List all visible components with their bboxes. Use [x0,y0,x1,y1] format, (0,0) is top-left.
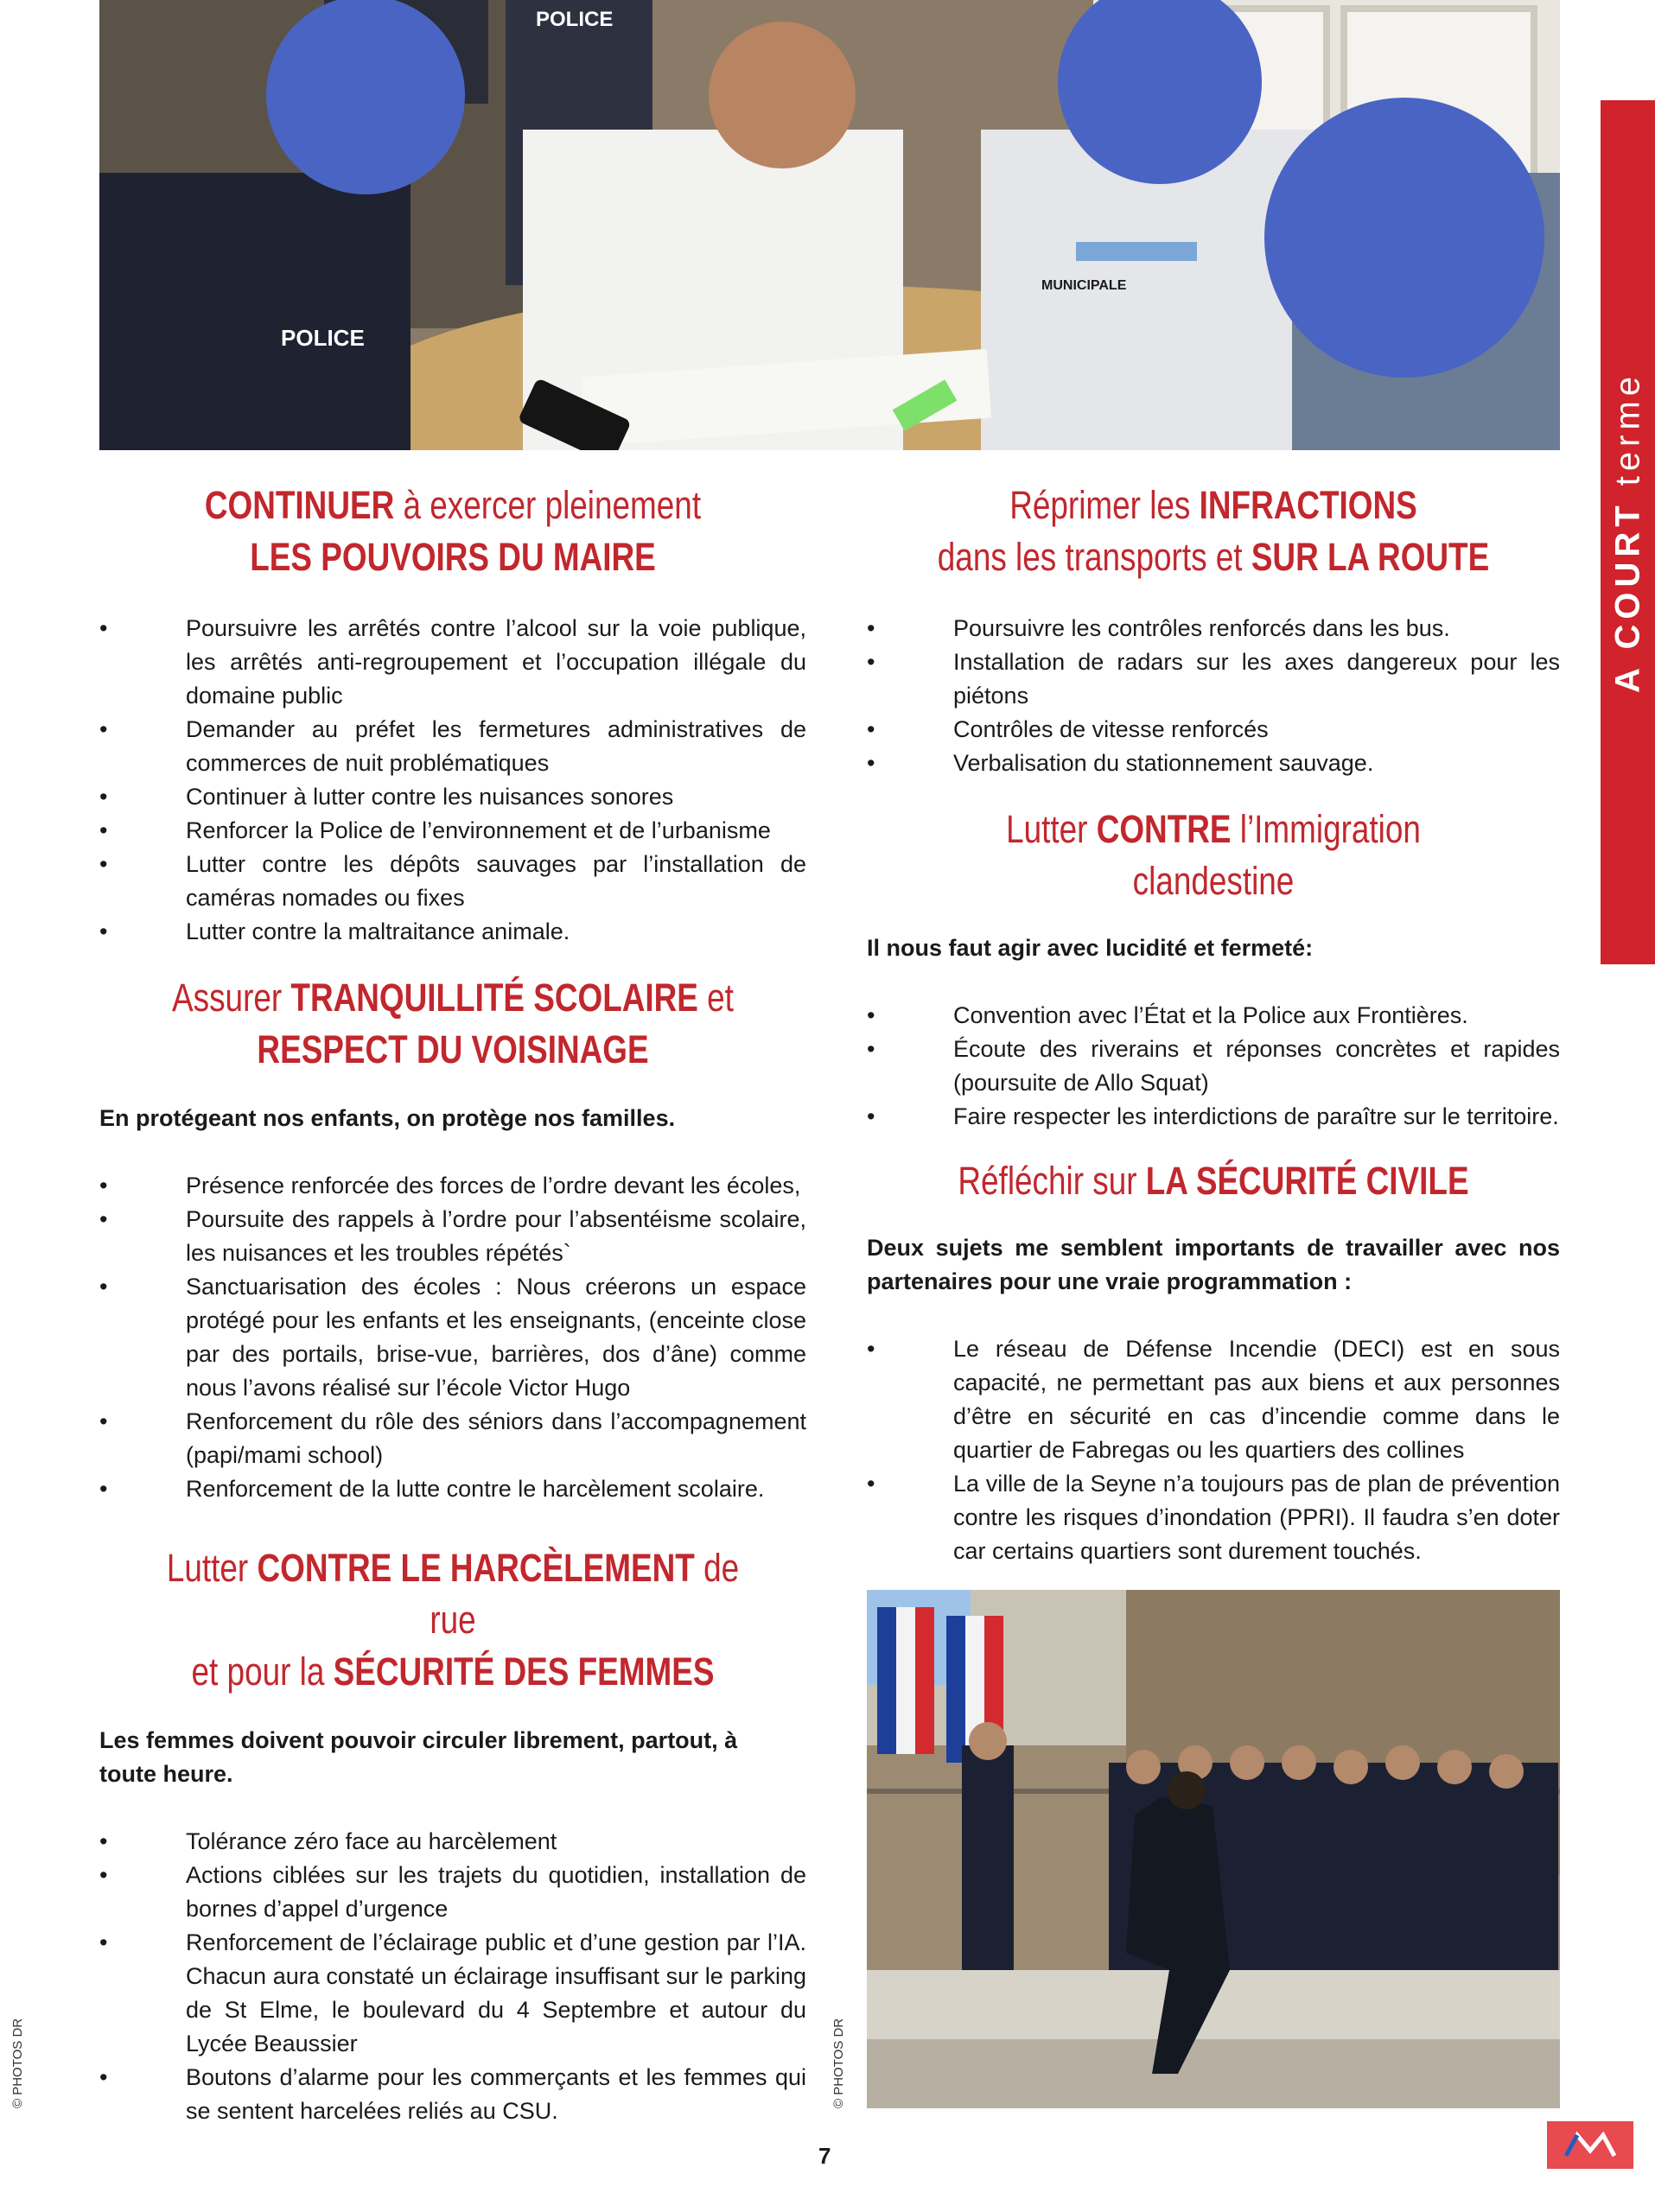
list-item: • Contrôles de vitesse renforcés [867,713,1560,747]
list-item: • Écoute des riverains et réponses concrètes et rapides (poursuite de Allo Squat) [867,1033,1560,1100]
list-tranquillite [99,1169,806,1506]
list-harcelement [99,1825,806,2128]
heading-infractions: Réprimer les INFRACTIONS dans les transports et SUR LA ROUTE [937,483,1490,579]
list-item: • Le réseau de Défense Incendie (DECI) est en sous capacité, ne permettant pas aux biens et aux personnes d’être en sécurité en cas d’incendie comme dans le quartier de Fabregas ou les quartiers des collines [867,1332,1560,1467]
section-tab [1601,100,1655,964]
page-number: 7 [818,2143,831,2169]
heading-securite-civile: Réfléchir sur LA SÉCURITÉ CIVILE [958,1159,1469,1203]
list-item: • Tolérance zéro face au harcèlement [99,1825,806,1859]
heading-harcelement-rue: Lutter CONTRE LE HARCÈLEMENT de rue et pour la SÉCURITÉ DES FEMMES [166,1546,740,1694]
list-item: • Sanctuarisation des écoles : Nous créerons un espace protégé pour les enfants et les enseignants, (enceinte close par des portails, brise-vue, barrières, dos d’âne) comme nous l’avons réalisé sur l’école Victor Hugo [99,1270,806,1405]
list-item: • Lutter contre les dépôts sauvages par l’installation de caméras nomades ou fixes [99,848,806,915]
ceremony-photo [867,1590,1560,2108]
face-blur-3 [1264,98,1544,378]
face-blur-1 [266,0,465,194]
top-photo [99,0,1560,450]
list-item: • Poursuivre les arrêtés contre l’alcool sur la voie publique, les arrêtés anti-regroupement et l’occupation illégale du domaine public [99,612,806,713]
list-item: • Actions ciblées sur les trajets du quotidien, installation de bornes d’appel d’urgence [99,1859,806,1926]
list-item: • Renforcement de l’éclairage public et d’une gestion par l’IA. Chacun aura constaté un éclairage insuffisant sur le parking de St Elme, le boulevard du 4 Septembre et autour du Lycée Beaussier [99,1926,806,2061]
list-item: • Continuer à lutter contre les nuisances sonores [99,780,806,814]
heading-pouvoirs-maire: CONTINUER à exercer pleinement LES POUVOIRS DU MAIRE [204,483,702,579]
left-column [99,480,806,2128]
heading-tranquillite-scolaire: Assurer TRANQUILLITÉ SCOLAIRE et RESPECT DU VOISINAGE [172,976,734,1071]
lead-securite-civile: Deux sujets me semblent importants de travailler avec nos partenaires pour une vraie programmation : [867,1235,1560,1294]
list-securite-civile [867,1332,1560,1568]
heading-immigration: Lutter CONTRE l’Immigration clandestine [1006,807,1421,903]
lead-tranquillite: En protégeant nos enfants, on protège nos familles. [99,1105,676,1131]
list-immigration [867,999,1560,1134]
list-item: • Verbalisation du stationnement sauvage. [867,747,1560,780]
lead-femmes: Les femmes doivent pouvoir circuler librement, partout, à toute heure. [99,1727,738,1787]
police-badge-text: POLICE [281,325,365,351]
tab-strong: A COURT [1608,500,1646,694]
list-pouvoirs-maire [99,612,806,949]
photo-credit-right: © PHOTOS DR [831,2018,846,2108]
list-item: • Renforcement du rôle des séniors dans l’accompagnement (papi/mami school) [99,1405,806,1472]
police-badge-text-2: MUNICIPALE [1041,278,1127,293]
list-item: • Poursuivre les contrôles renforcés dans les bus. [867,612,1560,645]
police-back-text: POLICE [536,8,614,31]
tab-light: terme [1608,371,1646,486]
list-item: • Lutter contre la maltraitance animale. [99,915,806,949]
list-item: • Installation de radars sur les axes dangereux pour les piétons [867,645,1560,713]
list-infractions [867,612,1560,780]
photo-credit-left: © PHOTOS DR [10,2018,25,2108]
list-item: • Boutons d’alarme pour les commerçants et les femmes qui se sentent harcelées reliés au CSU. [99,2061,806,2128]
list-item: • Poursuite des rappels à l’ordre pour l’absentéisme scolaire, les nuisances et les troubles répétés` [99,1203,806,1270]
list-item: • La ville de la Seyne n’a toujours pas de plan de prévention contre les risques d’inondation (PPRI). Il faudra s’en doter car certains quartiers sont durement touchés. [867,1467,1560,1568]
list-item: • Renforcement de la lutte contre le harcèlement scolaire. [99,1472,806,1506]
list-item: • Convention avec l’État et la Police aux Frontières. [867,999,1560,1033]
list-item: • Demander au préfet les fermetures administratives de commerces de nuit problématiques [99,713,806,780]
list-item: • Faire respecter les interdictions de paraître sur le territoire. [867,1100,1560,1134]
lead-immigration: Il nous faut agir avec lucidité et fermeté: [867,935,1314,961]
list-item: • Présence renforcée des forces de l’ordre devant les écoles, [99,1169,806,1203]
right-column [867,480,1560,1568]
list-item: • Renforcer la Police de l’environnement et de l’urbanisme [99,814,806,848]
publisher-logo [1547,2121,1633,2169]
